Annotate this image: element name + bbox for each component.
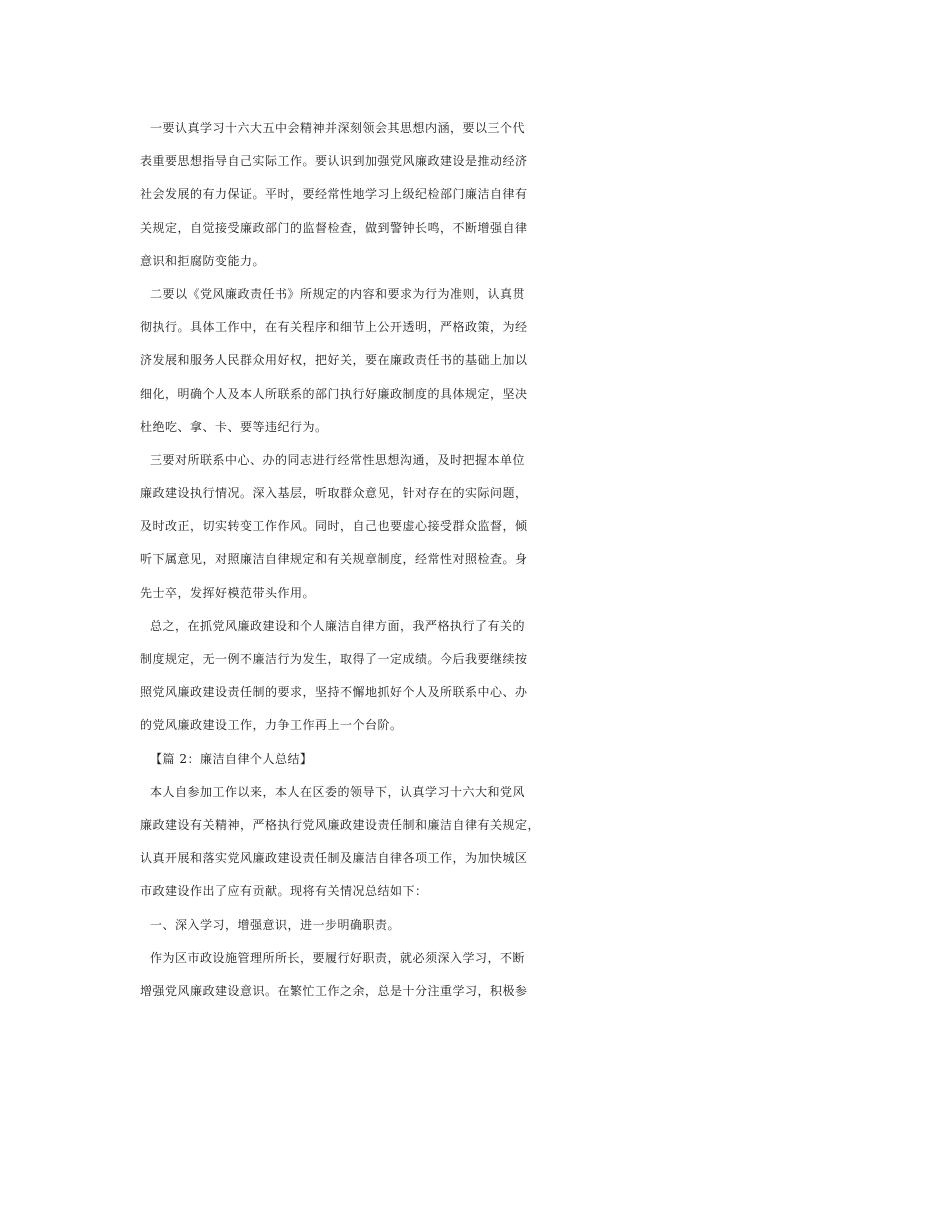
text-line: 彻执行。具体工作中，在有关程序和细节上公开透明，严格政策，为经 [140, 320, 528, 335]
text-line: 作为区市政设施管理所所长，要履行好职责，就必须深入学习，不断 [150, 950, 526, 965]
text-line: 认真开展和落实党风廉政建设责任制及廉洁自律各项工作，为加快城区 [140, 851, 528, 866]
text-line: 廉政建设执行情况。深入基层，听取群众意见，针对存在的实际问题， [140, 486, 528, 501]
text-line: 总之，在抓党风廉政建设和个人廉洁自律方面，我严格执行了有关的 [150, 618, 526, 633]
text-line: 的党风廉政建设工作，力争工作再上一个台阶。 [140, 718, 403, 733]
text-line: 廉政建设有关精神，严格执行党风廉政建设责任制和廉洁自律有关规定， [140, 817, 541, 832]
text-line: 意识和拒腐防变能力。 [140, 253, 266, 268]
text-line: 关规定，自觉接受廉政部门的监督检查，做到警钟长鸣，不断增强自律 [140, 220, 528, 235]
text-line: 三要对所联系中心、办的同志进行经常性思想沟通，及时把握本单位 [150, 452, 526, 467]
text-line: 听下属意见，对照廉洁自律规定和有关规章制度，经常性对照检查。身 [140, 552, 528, 567]
text-line: 二要以《党风廉政责任书》所规定的内容和要求为行为准则，认真贯 [150, 286, 526, 301]
text-line: 济发展和服务人民群众用好权，把好关，要在廉政责任书的基础上加以 [140, 353, 528, 368]
text-line: 本人自参加工作以来，本人在区委的领导下，认真学习十六大和党风 [150, 784, 526, 799]
text-line: 表重要思想指导自己实际工作。要认识到加强党风廉政建设是推动经济 [140, 154, 528, 169]
document-body [140, 112, 840, 1008]
text-line: 增强党风廉政建设意识。在繁忙工作之余，总是十分注重学习，积极参 [140, 983, 528, 998]
text-line: 先士卒，发挥好模范带头作用。 [140, 585, 316, 600]
text-line: 及时改正，切实转变工作作风。同时，自己也要虚心接受群众监督，倾 [140, 519, 528, 534]
text-line: 照党风廉政建设责任制的要求，坚持不懈地抓好个人及所联系中心、办 [140, 685, 528, 700]
subsection-heading: 一、深入学习，增强意识，进一步明确职责。 [150, 917, 401, 932]
section-heading: 【篇 2：廉洁自律个人总结】 [150, 751, 313, 766]
text-line: 一要认真学习十六大五中会精神并深刻领会其思想内涵，要以三个代 [150, 121, 526, 135]
text-line: 细化，明确个人及本人所联系的部门执行好廉政制度的具体规定，坚决 [140, 386, 528, 401]
text-line: 市政建设作出了应有贡献。现将有关情况总结如下： [140, 884, 428, 899]
text-line: 社会发展的有力保证。平时，要经常性地学习上级纪检部门廉洁自律有 [140, 187, 528, 202]
text-line: 制度规定，无一例不廉洁行为发生，取得了一定成绩。今后我要继续按 [140, 652, 528, 666]
text-line: 杜绝吃、拿、卡、要等违纪行为。 [140, 419, 328, 434]
